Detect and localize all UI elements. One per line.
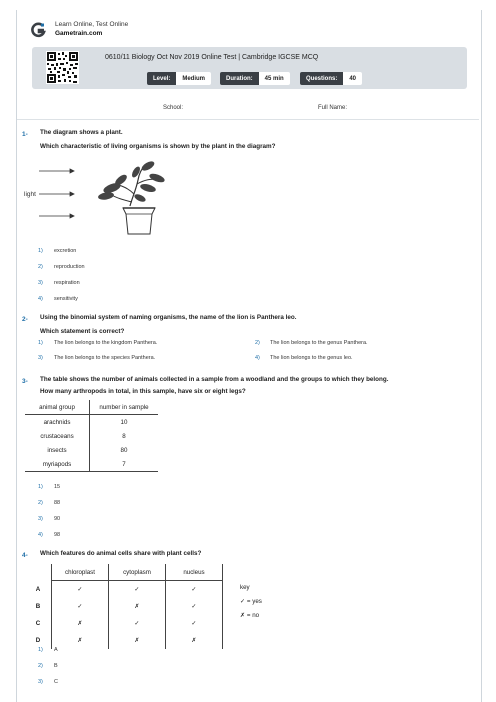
- table-cell: crustaceans: [25, 429, 90, 443]
- option-text[interactable]: The lion belongs to the species Panthera.: [54, 355, 156, 361]
- test-title: 0610/11 Biology Oct Nov 2019 Online Test | Cambridge IGCSE MCQ: [105, 54, 319, 61]
- table-cell: 7: [122, 460, 126, 468]
- key-yes: ✓ = yes: [240, 598, 262, 605]
- option-number: 3): [38, 355, 43, 361]
- divider: [17, 119, 479, 120]
- level-pill: [147, 72, 211, 85]
- table-header-row: [25, 400, 158, 415]
- option-number: 2): [38, 663, 43, 669]
- row-label: B: [35, 603, 41, 610]
- table-cell: ✗: [52, 632, 109, 649]
- duration-label: Duration:: [220, 72, 259, 85]
- level-value: Medium: [176, 72, 211, 85]
- table-header-row: [25, 564, 223, 581]
- option-number: 2): [38, 500, 43, 506]
- duration-pill: [220, 72, 290, 85]
- option-text[interactable]: 15: [54, 484, 61, 490]
- table-cell: 8: [122, 432, 126, 440]
- table-cell: ✓: [52, 598, 109, 615]
- option-text[interactable]: 90: [54, 516, 61, 522]
- table-row: [25, 615, 223, 632]
- option-text[interactable]: excretion: [54, 248, 77, 254]
- question-number: 1-: [22, 131, 28, 138]
- table-row: [25, 581, 223, 599]
- question-text: The diagram shows a plant.: [40, 129, 123, 136]
- plant-icon: [98, 159, 166, 234]
- table-cell: 10: [120, 418, 128, 426]
- question-number: 3-: [22, 378, 28, 385]
- table-cell: ✓: [166, 615, 223, 632]
- table-row: [25, 598, 223, 615]
- option-number: 3): [38, 516, 43, 522]
- level-label: Level:: [147, 72, 176, 85]
- question-text: Which statement is correct?: [40, 328, 125, 335]
- table-row: [25, 415, 158, 430]
- table-cell: ✗: [109, 598, 166, 615]
- option-text[interactable]: The lion belongs to the kingdom Panthera.: [54, 340, 158, 346]
- option-text[interactable]: 98: [54, 532, 61, 538]
- option-text[interactable]: sensitivity: [54, 296, 78, 302]
- option-number: 2): [255, 340, 260, 346]
- table-cell: ✗: [109, 632, 166, 649]
- light-arrows: [39, 169, 74, 218]
- table-header: animal group: [25, 400, 90, 415]
- school-field-label: School:: [163, 105, 184, 111]
- key-no: ✗ = no: [240, 612, 260, 619]
- option-number: 1): [38, 248, 43, 254]
- row-label: D: [35, 637, 41, 644]
- option-text[interactable]: The lion belongs to the genus leo.: [270, 355, 353, 361]
- option-number: 4): [255, 355, 260, 361]
- table-cell: myriapods: [25, 457, 90, 472]
- option-text[interactable]: C: [54, 679, 58, 685]
- question-text: How many arthropods in total, in this sample, have six or eight legs?: [40, 388, 246, 395]
- table-cell: insects: [25, 443, 90, 457]
- table-cell: arachnids: [25, 415, 90, 430]
- questions-pill: [300, 72, 362, 85]
- question-number: 4-: [22, 552, 28, 559]
- table-row: [25, 457, 158, 472]
- option-number: 1): [38, 484, 43, 490]
- questions-label: Questions:: [300, 72, 343, 85]
- brand-name: Gametrain.com: [55, 30, 103, 37]
- option-number: 2): [38, 264, 43, 270]
- option-text[interactable]: respiration: [54, 280, 80, 286]
- table-header: nucleus: [166, 564, 223, 581]
- table-cell: ✓: [166, 581, 223, 599]
- table-header: chloroplast: [52, 564, 109, 581]
- table-row: [25, 429, 158, 443]
- table-row: [25, 443, 158, 457]
- row-label: C: [35, 620, 41, 627]
- question-text: Which features do animal cells share with plant cells?: [40, 550, 202, 557]
- full-name-field-label: Full Name:: [318, 105, 348, 111]
- table-cell: ✗: [166, 632, 223, 649]
- questions-value: 40: [343, 72, 362, 85]
- animal-sample-table: [25, 400, 158, 472]
- table-header: cytoplasm: [109, 564, 166, 581]
- option-number: 1): [38, 340, 43, 346]
- table-cell: ✓: [109, 615, 166, 632]
- table-cell: ✓: [52, 581, 109, 599]
- option-number: 4): [38, 296, 43, 302]
- option-text[interactable]: The lion belongs to the genus Panthera.: [270, 340, 368, 346]
- question-text: Which characteristic of living organisms is shown by the plant in the diagram?: [40, 143, 276, 150]
- table-cell: ✗: [52, 615, 109, 632]
- cell-features-table: [25, 564, 223, 649]
- row-label: A: [35, 585, 41, 593]
- option-number: 4): [38, 532, 43, 538]
- light-label: light: [24, 191, 36, 198]
- option-number: 3): [38, 280, 43, 286]
- table-cell: ✓: [109, 581, 166, 599]
- option-text[interactable]: reproduction: [54, 264, 85, 270]
- question-text: The table shows the number of animals collected in a sample from a woodland and the groups to which they belong.: [40, 376, 389, 383]
- option-number: 1): [38, 647, 43, 653]
- question-text: Using the binomial system of naming organisms, the name of the lion is Panthera leo.: [40, 314, 297, 321]
- table-cell: 80: [120, 446, 128, 454]
- option-text[interactable]: A: [54, 647, 58, 653]
- duration-value: 45 min: [259, 72, 290, 85]
- qr-code-icon: [46, 51, 79, 84]
- option-text[interactable]: B: [54, 663, 58, 669]
- gametrain-logo-icon: [30, 22, 46, 38]
- key-title: key: [240, 584, 250, 591]
- question-number: 2-: [22, 316, 28, 323]
- option-text[interactable]: 88: [54, 500, 61, 506]
- option-number: 3): [38, 679, 43, 685]
- table-cell: ✓: [166, 598, 223, 615]
- brand-tagline: Learn Online, Test Online: [55, 21, 129, 28]
- table-header: number in sample: [90, 400, 159, 415]
- plant-light-diagram: [20, 158, 180, 238]
